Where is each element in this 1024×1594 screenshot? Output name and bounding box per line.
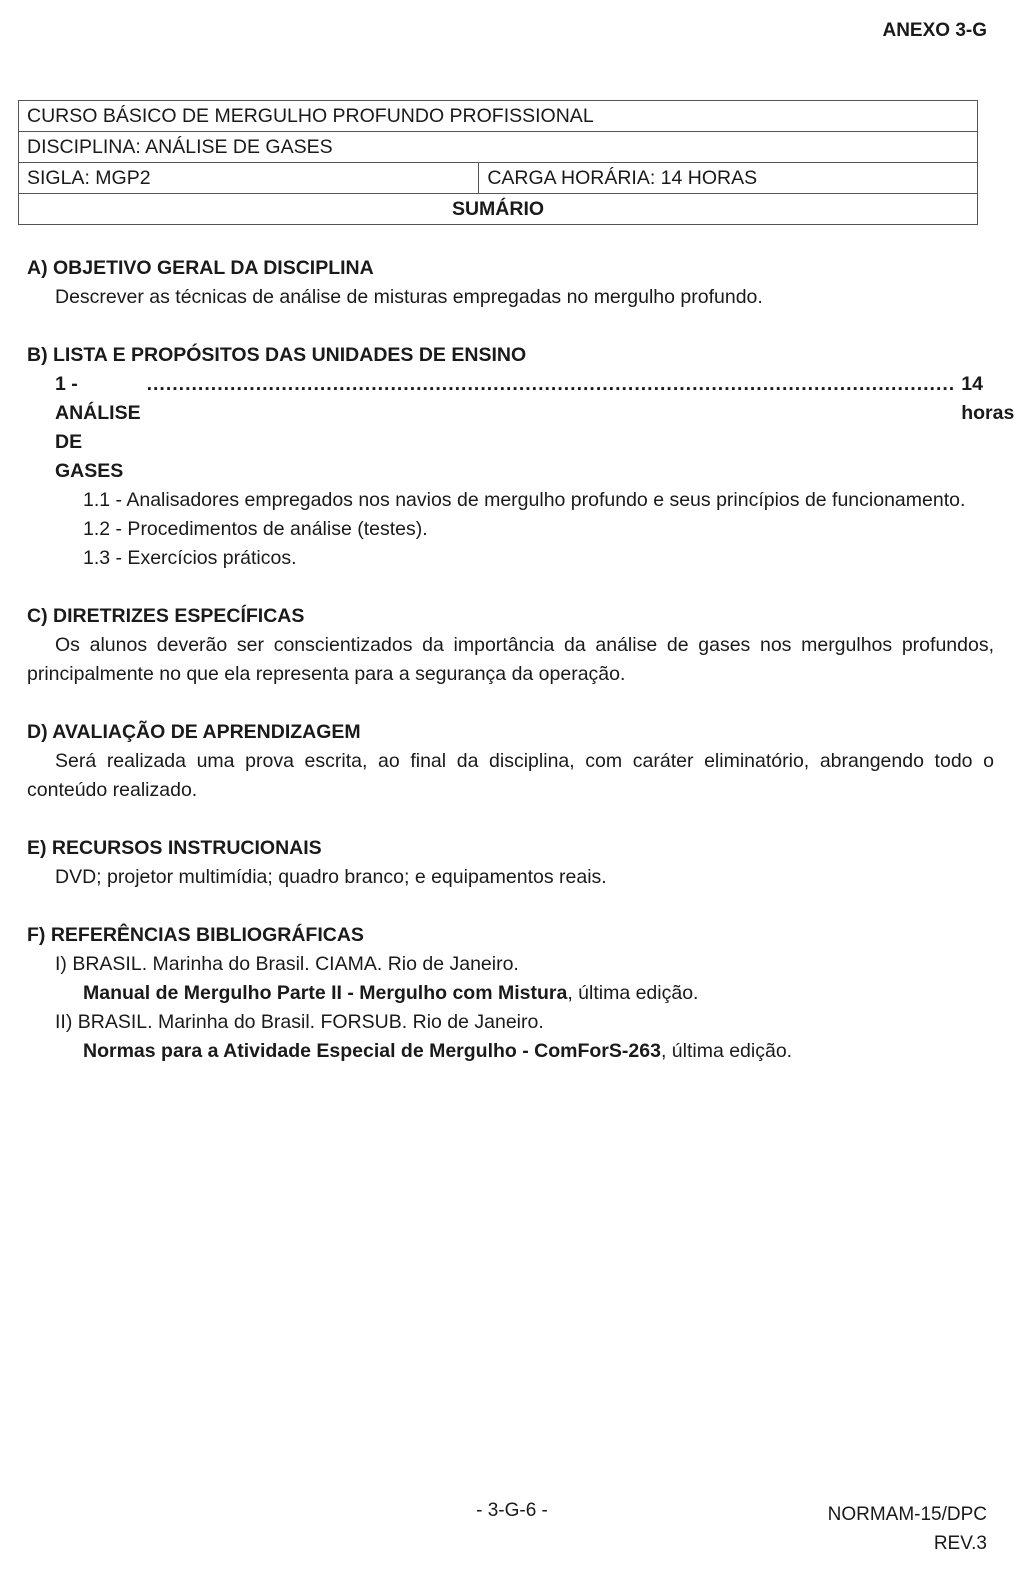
annex-label: ANEXO 3-G <box>882 20 987 41</box>
reference-title-line <box>27 1037 994 1066</box>
summary-heading: SUMÁRIO <box>19 194 978 225</box>
section-guidelines <box>27 602 994 689</box>
reference-source: I) BRASIL. Marinha do Brasil. CIAMA. Rio de Janeiro. <box>55 953 519 975</box>
page-number: - 3-G-6 - <box>476 1500 548 1521</box>
discipline-workload: CARGA HORÁRIA: 14 HORAS <box>479 163 978 194</box>
section-resources <box>27 834 994 892</box>
section-text: Descrever as técnicas de análise de misturas empregadas no mergulho profundo. <box>55 286 763 308</box>
discipline-acronym: SIGLA: MGP2 <box>19 163 479 194</box>
section-text: Os alunos deverão ser conscientizados da importância da análise de gases nos mergulhos profundos, principalmente no que ela representa para a segurança da operação. <box>27 634 994 685</box>
section-heading: B) LISTA E PROPÓSITOS DAS UNIDADES DE ENSINO <box>27 344 527 366</box>
section-text: DVD; projetor multimídia; quadro branco; e equipamentos reais. <box>55 866 607 888</box>
section-heading: C) DIRETRIZES ESPECÍFICAS <box>27 605 305 627</box>
section-units <box>27 341 1015 573</box>
reference-title: Normas para a Atividade Especial de Mergulho - ComForS-263 <box>83 1040 661 1062</box>
reference-title-line <box>27 979 994 1008</box>
section-objective <box>27 254 994 312</box>
norm-code: NORMAM-15/DPC <box>827 1504 987 1525</box>
unit-item: 1.3 - Exercícios práticos. <box>83 547 297 569</box>
unit-leader-dots: .............................................................................................................................. <box>146 373 956 395</box>
footer-norm <box>828 1500 987 1558</box>
section-heading: F) REFERÊNCIAS BIBLIOGRÁFICAS <box>27 924 364 946</box>
section-heading: E) RECURSOS INSTRUCIONAIS <box>27 837 322 859</box>
course-name: CURSO BÁSICO DE MERGULHO PROFUNDO PROFISSIONAL <box>19 101 978 132</box>
reference-source: II) BRASIL. Marinha do Brasil. FORSUB. Rio de Janeiro. <box>55 1011 544 1033</box>
course-header-table <box>18 100 978 225</box>
section-heading: D) AVALIAÇÃO DE APRENDIZAGEM <box>27 721 361 743</box>
revision-label: REV.3 <box>933 1533 987 1554</box>
section-evaluation <box>27 718 994 805</box>
discipline-name: DISCIPLINA: ANÁLISE DE GASES <box>19 132 978 163</box>
document-body <box>27 254 1015 1095</box>
reference-suffix: , última edição. <box>660 1040 793 1062</box>
reference-title: Manual de Mergulho Parte II - Mergulho com Mistura <box>83 982 568 1004</box>
unit-hours: 14 horas <box>961 373 1015 424</box>
section-references <box>27 921 994 1066</box>
reference-suffix: , última edição. <box>567 982 699 1004</box>
section-text: Será realizada uma prova escrita, ao final da disciplina, com caráter eliminatório, abrangendo todo o conteúdo realizado. <box>27 750 994 801</box>
unit-title: 1 - ANÁLISE DE GASES <box>55 373 141 482</box>
unit-line <box>27 370 1015 486</box>
section-heading: A) OBJETIVO GERAL DA DISCIPLINA <box>27 257 374 279</box>
unit-item: 1.2 - Procedimentos de análise (testes). <box>83 518 428 540</box>
unit-item: 1.1 - Analisadores empregados nos navios de mergulho profundo e seus princípios de funcionamento. <box>83 489 966 511</box>
